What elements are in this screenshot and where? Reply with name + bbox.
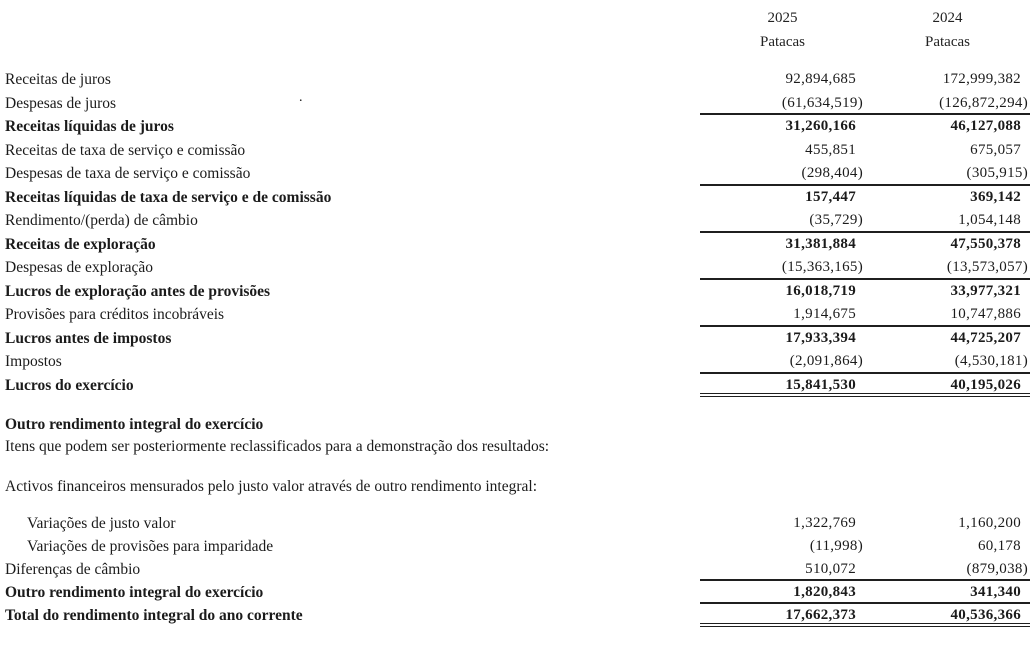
table-row (0, 68, 1031, 92)
value-2025: (2,091,864) (789, 353, 863, 369)
value-2024: 675,057 (970, 141, 1021, 158)
row-label: Despesas de juros (5, 94, 117, 112)
value-2025: (11,998) (809, 538, 863, 554)
value-2025: 510,072 (805, 561, 856, 577)
row-label: Outro rendimento integral do exercício (5, 584, 264, 601)
header-spacer (0, 30, 700, 54)
table-row (0, 92, 1031, 116)
year-2024-header: 2024 (932, 10, 963, 26)
value-2024: 1,054,148 (958, 212, 1021, 228)
row-values (700, 209, 1030, 233)
scan-artifact-dot: . (299, 90, 303, 105)
row-label: Despesas de taxa de serviço e comissão (5, 165, 251, 182)
row-values (700, 558, 1030, 581)
value-2025: 15,841,530 (785, 376, 856, 393)
oci-table (0, 512, 1031, 627)
table-row (0, 186, 1031, 210)
table-row (0, 535, 1031, 558)
table-row (0, 139, 1031, 163)
table-row (0, 512, 1031, 535)
value-2025: (61,634,519) (781, 94, 863, 111)
row-values (700, 581, 1030, 604)
oci-financial-assets-note: Activos financeiros mensurados pelo justo valor através de outro rendimento integral: (5, 478, 538, 495)
currency-2025-header: Patacas (760, 34, 805, 50)
oci-intro-block (0, 414, 1031, 498)
value-2025: 157,447 (805, 188, 856, 205)
value-2024: 40,536,366 (950, 607, 1021, 623)
value-2025: 92,894,685 (785, 71, 856, 87)
row-values (700, 535, 1030, 558)
value-2025: 455,851 (805, 141, 856, 158)
value-2024: 33,977,321 (950, 282, 1021, 299)
row-label: Lucros do exercício (5, 376, 134, 394)
value-2024: 341,340 (970, 584, 1021, 600)
year-header-row (0, 6, 1031, 30)
row-values (700, 92, 1030, 116)
value-2024: 60,178 (977, 538, 1021, 554)
row-values (700, 327, 1030, 351)
value-2025: 1,914,675 (793, 306, 856, 322)
value-2024: (879,038) (966, 561, 1028, 577)
value-2025: 1,820,843 (793, 584, 856, 600)
value-2024: (13,573,057) (946, 259, 1028, 275)
row-values (700, 604, 1030, 627)
oci-heading: Outro rendimento integral do exercício (5, 416, 264, 433)
currency-headers (700, 30, 1030, 54)
value-2025: 17,933,394 (785, 329, 856, 346)
income-statement-table (0, 68, 1031, 397)
value-2024: 172,999,382 (942, 71, 1021, 87)
row-values (700, 233, 1030, 257)
value-2024: 46,127,088 (950, 118, 1021, 134)
row-values (700, 303, 1030, 327)
row-label: Lucros de exploração antes de provisões (5, 282, 271, 300)
table-row (0, 162, 1031, 186)
row-values (700, 256, 1030, 280)
table-row (0, 115, 1031, 139)
row-label: Diferenças de câmbio (5, 561, 141, 578)
value-2024: (4,530,181) (954, 353, 1028, 369)
value-2025: 16,018,719 (785, 282, 856, 299)
header-spacer (0, 6, 700, 30)
value-2024: 1,160,200 (958, 515, 1021, 531)
table-row (0, 558, 1031, 581)
row-label: Receitas de taxa de serviço e comissão (5, 141, 246, 159)
value-2024: (126,872,294) (939, 94, 1028, 111)
year-headers (700, 6, 1030, 30)
value-2024: (305,915) (966, 165, 1028, 181)
row-label: Receitas de juros (5, 71, 111, 88)
row-label: Despesas de exploração (5, 259, 154, 276)
table-row (0, 280, 1031, 304)
year-2025-header: 2025 (767, 10, 798, 26)
row-label: Rendimento/(perda) de câmbio (5, 212, 198, 229)
row-label: Receitas líquidas de juros (5, 118, 174, 135)
row-label: Total do rendimento integral do ano corrente (5, 607, 303, 624)
row-values (700, 139, 1030, 163)
row-label: Receitas líquidas de taxa de serviço e de comissão (5, 188, 332, 206)
table-row (0, 350, 1031, 374)
value-2024: 10,747,886 (950, 306, 1021, 322)
currency-header-row (0, 30, 1031, 54)
value-2025: (35,729) (809, 212, 863, 228)
row-label: Receitas de exploração (5, 235, 156, 253)
table-row (0, 233, 1031, 257)
row-values (700, 280, 1030, 304)
value-2025: 31,381,884 (785, 235, 856, 252)
row-label: Variações de justo valor (27, 515, 176, 532)
value-2025: 31,260,166 (785, 118, 856, 134)
table-row (0, 581, 1031, 604)
row-values (700, 68, 1030, 92)
row-values (700, 115, 1030, 139)
table-row (0, 327, 1031, 351)
value-2025: (298,404) (801, 165, 863, 181)
row-values (700, 162, 1030, 186)
value-2025: 17,662,373 (785, 607, 856, 623)
value-2025: 1,322,769 (793, 515, 856, 531)
value-2024: 47,550,378 (950, 235, 1021, 252)
value-2024: 44,725,207 (950, 329, 1021, 346)
row-values (700, 186, 1030, 210)
table-row (0, 374, 1031, 398)
table-row (0, 604, 1031, 627)
row-values (700, 512, 1030, 535)
row-label: Impostos (5, 353, 62, 370)
row-values (700, 350, 1030, 374)
value-2024: 40,195,026 (950, 376, 1021, 393)
row-values (700, 374, 1030, 398)
row-label: Lucros antes de impostos (5, 329, 172, 347)
oci-reclassification-note: Itens que podem ser posteriormente reclassificados para a demonstração dos resultados: (5, 438, 550, 455)
table-row (0, 209, 1031, 233)
value-2024: 369,142 (970, 188, 1021, 205)
row-label: Provisões para créditos incobráveis (5, 306, 225, 323)
table-row (0, 303, 1031, 327)
currency-2024-header: Patacas (925, 34, 970, 50)
row-label: Variações de provisões para imparidade (27, 538, 274, 555)
value-2025: (15,363,165) (781, 259, 863, 275)
table-row (0, 256, 1031, 280)
